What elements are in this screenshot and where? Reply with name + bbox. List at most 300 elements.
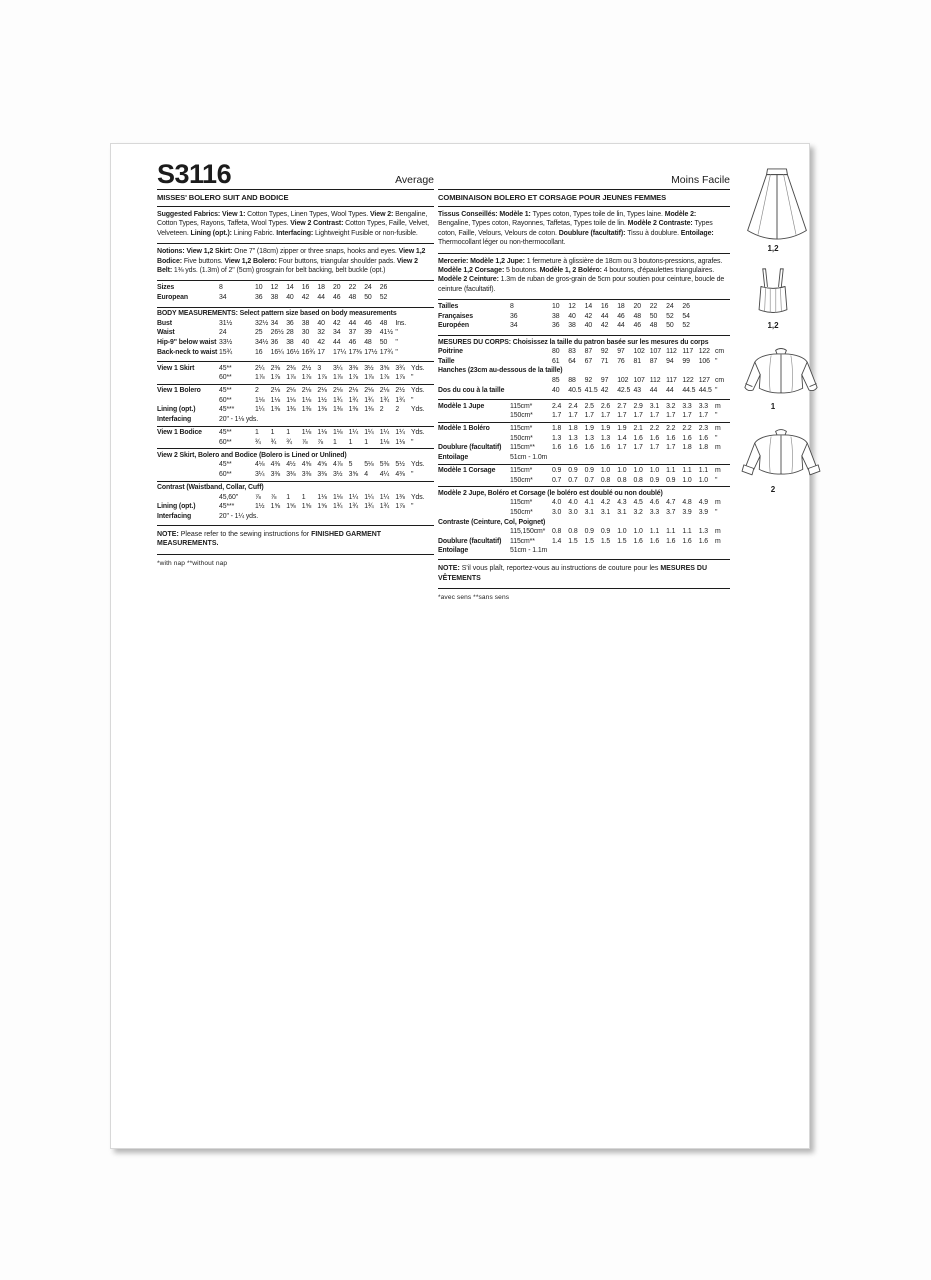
text-segment: Modèle 1,2 Corsage: [438, 267, 507, 275]
table-cell: 1⅞ [301, 374, 312, 382]
table-cell: 1¾ [379, 396, 390, 404]
table-cell: 46 [348, 338, 357, 346]
bolero2-illustration [741, 425, 805, 494]
table-cell: 3.0 [552, 509, 562, 517]
table-cell: 41.5 [584, 386, 598, 394]
table-cell: 1.8 [682, 444, 692, 452]
text-segment: Thermocollant léger ou non-thermocollant. [438, 239, 566, 247]
table-cell: Poitrine [438, 348, 463, 356]
divider [157, 206, 434, 207]
table-cell: Doublure (facultatif) [438, 444, 502, 452]
table-row [438, 302, 730, 312]
text-segment: View 1,2 Bodice: [157, 248, 426, 265]
table-cell: 1.7 [584, 412, 594, 420]
table-cell: 1 [255, 429, 259, 437]
table-cell: 4⅝ [301, 461, 312, 469]
table-cell [699, 302, 715, 312]
table-cell: m [714, 402, 721, 410]
table-cell: 1 [286, 429, 290, 437]
table-cell: 4⅞ [333, 461, 343, 469]
table-row [438, 357, 730, 367]
table-cell: Yds. [411, 387, 425, 395]
table-cell: 45** [219, 461, 232, 469]
table-row [438, 453, 730, 463]
table-cell: 1 [270, 429, 275, 437]
table-cell: 33½ [219, 338, 233, 346]
table-cell: 16 [301, 284, 310, 292]
table-cell: 2.1 [633, 425, 643, 433]
table-cell: Interfacing [157, 416, 192, 424]
pattern-sheet [110, 143, 810, 1149]
table-cell: 2⅛ [333, 387, 343, 395]
table-cell: 44 [617, 322, 625, 330]
table-cell: 2.7 [617, 402, 627, 410]
table-cell [438, 527, 510, 537]
table-cell: 1¼ [364, 429, 374, 437]
table-cell: 0.8 [552, 528, 562, 536]
table-cell [699, 312, 715, 322]
table-cell: 1.0 [633, 467, 643, 475]
difficulty-en: Average [395, 174, 434, 186]
table-cell [438, 508, 510, 518]
table-cell: Modèle 1 Boléro [438, 425, 490, 433]
text-segment: NOTE: [157, 530, 181, 538]
table-cell: 1.6 [649, 434, 660, 442]
table-cell: 34 [270, 319, 279, 327]
table-cell: 1.3 [698, 528, 708, 536]
table-cell: 2⅜ [270, 364, 280, 372]
table-cell: 1.0 [617, 467, 627, 475]
table-cell: 52 [666, 312, 674, 320]
bolero2-view-label: 2 [770, 485, 776, 494]
table-cell: 16½ [286, 348, 300, 356]
table-cell: 1 [348, 438, 353, 446]
bodice-drawing-icon [750, 267, 796, 319]
table-cell: Françaises [438, 312, 474, 320]
table-cell: Modèle 2 Jupe, Boléro et Corsage (le boléro est doublé ou non doublé) [438, 489, 663, 497]
table-row [438, 498, 730, 508]
table-cell: 97 [617, 348, 625, 356]
table-cell: 1.8 [568, 425, 578, 433]
table-cell: 17½ [364, 348, 378, 356]
table-cell: 1⅛ [379, 438, 390, 446]
table-cell: ⅞ [301, 438, 308, 446]
table-cell: 1¼ [255, 406, 265, 414]
table-cell: 4.5 [633, 499, 643, 507]
table-cell: 107 [633, 376, 645, 384]
table-cell: 0.9 [666, 476, 676, 484]
table-cell: 1½ [255, 503, 265, 511]
table-cell: 52 [682, 322, 690, 330]
table-cell: 1.7 [633, 412, 643, 420]
table-cell: " [395, 338, 398, 346]
table-cell: 1.6 [649, 537, 660, 545]
table-cell: ¾ [270, 438, 277, 446]
yardage-table-en [157, 361, 434, 521]
table-cell: 54 [682, 312, 690, 320]
table-cell: 10 [255, 284, 263, 292]
table-cell: 1⅛ [255, 396, 265, 404]
table-cell: 38 [552, 312, 560, 320]
table-cell: 1 [301, 493, 306, 501]
table-cell: 88 [568, 376, 576, 384]
table-cell: 64 [568, 357, 576, 365]
table-cell: 1.7 [649, 412, 660, 420]
bodice-view-label: 1,2 [767, 321, 779, 330]
table-cell: 1.6 [666, 434, 676, 442]
table-cell: 1.7 [617, 412, 627, 420]
table-cell: 18 [617, 303, 625, 311]
table-cell: 20 [633, 303, 641, 311]
table-cell: 30 [301, 329, 310, 337]
table-cell: 37 [348, 329, 357, 337]
table-row [438, 347, 730, 357]
table-cell: 99 [682, 357, 690, 365]
table-cell: 1⅞ [395, 374, 405, 382]
text-segment: Lining (opt.): [190, 229, 234, 237]
text-segment: View 1,2 Bolero: [224, 257, 279, 265]
sizes-table-fr [438, 302, 730, 331]
table-cell: 3¼ [333, 364, 343, 372]
table-cell: 3.3 [698, 402, 708, 410]
english-column [157, 159, 434, 567]
table-cell: 24 [666, 303, 674, 311]
table-cell: 60** [219, 396, 232, 404]
table-cell: 1⅜ [301, 406, 312, 414]
table-cell: 2.2 [649, 425, 660, 433]
table-cell: 46 [617, 312, 625, 320]
table-cell: 17⅜ [348, 348, 362, 356]
table-cell: 3.2 [633, 509, 643, 517]
table-cell: 2⅜ [286, 364, 296, 372]
table-cell: 61 [552, 357, 560, 365]
table-cell: 20 [333, 284, 341, 292]
table-cell: 0.7 [584, 476, 594, 484]
table-cell: 28 [286, 329, 294, 337]
table-row [157, 338, 434, 348]
table-cell: 1.1 [682, 528, 692, 536]
table-cell: 16¼ [270, 348, 284, 356]
table-cell: 1⅜ [286, 406, 296, 414]
table-cell: 1⅞ [333, 374, 343, 382]
table-cell: 2.2 [682, 425, 692, 433]
table-cell: 4⅜ [395, 471, 405, 479]
table-cell: 1.8 [552, 425, 562, 433]
table-cell: 1.1 [666, 467, 676, 475]
table-cell: 2.3 [698, 425, 708, 433]
table-cell: 71 [600, 357, 609, 365]
body-measurements-table-en [157, 307, 434, 357]
table-cell: 51cm - 1.0m [510, 454, 548, 462]
table-cell: Yds. [411, 406, 425, 414]
table-cell: 5⅛ [364, 461, 374, 469]
table-cell: 12 [270, 284, 279, 292]
fabrics-paragraph [157, 209, 434, 240]
table-cell: 46 [364, 319, 372, 327]
bolero1-drawing-icon [741, 344, 821, 400]
table-cell: 0.7 [552, 476, 562, 484]
table-cell: " [395, 348, 398, 356]
table-cell: 2.4 [552, 402, 562, 410]
divider [157, 243, 434, 244]
text-segment: NOTE: [438, 565, 462, 572]
table-cell: 3.0 [568, 509, 578, 517]
bodice-illustration [741, 267, 805, 330]
table-cell: 1⅞ [364, 374, 374, 382]
text-segment: Doublure (facultatif): [558, 229, 628, 237]
table-cell [438, 476, 510, 486]
table-cell: 1.0 [633, 528, 643, 536]
table-cell: 122 [682, 376, 694, 384]
table-row [438, 321, 730, 331]
bolero1-illustration [741, 344, 805, 411]
table-cell: 0.9 [552, 467, 562, 475]
table-cell: 1⅜ [395, 493, 405, 501]
table-cell: BODY MEASUREMENTS: Select pattern size based on body measurements [157, 310, 397, 318]
text-segment: 1⅜ yds. (1.3m) of 2" (5cm) grosgrain for belt backing, belt buckle (opt.) [173, 267, 386, 275]
table-cell: 150cm* [510, 476, 533, 484]
text-segment: 1 fermeture à glissière de 18cm ou 3 boutons-pressions, agrafes. [526, 257, 723, 265]
french-column [438, 162, 730, 601]
table-cell: 1¼ [379, 493, 390, 501]
table-cell: 81 [633, 357, 641, 365]
table-cell: ⅞ [317, 438, 324, 446]
table-cell: 1⅛ [395, 438, 405, 446]
table-row [438, 335, 730, 347]
table-row [438, 312, 730, 322]
table-cell: 36 [510, 312, 518, 320]
difficulty-fr: Moins Facile [671, 174, 730, 186]
table-cell: 34 [219, 294, 227, 302]
table-cell: 2 [395, 406, 400, 414]
table-cell: Modèle 1 Jupe [438, 402, 485, 410]
table-cell: 1.1 [682, 467, 692, 475]
table-cell: 20" - 1¼ yds. [219, 512, 259, 520]
table-cell: 1¾ [333, 396, 343, 404]
table-cell: 1.6 [568, 444, 578, 452]
table-cell: ⅞ [255, 493, 261, 501]
table-cell: 1⅝ [270, 503, 280, 511]
table-cell: 3.1 [617, 509, 627, 517]
table-cell: 2⅛ [364, 387, 374, 395]
table-cell: 26 [682, 303, 690, 311]
skirt-drawing-icon [741, 166, 813, 242]
table-cell: 1⅛ [317, 493, 327, 501]
table-cell: 4.6 [649, 499, 660, 507]
table-cell: 3½ [333, 471, 343, 479]
table-cell: 1.3 [584, 434, 594, 442]
table-row [157, 361, 434, 373]
table-cell: 1.6 [698, 537, 708, 545]
table-cell: 3⅝ [348, 471, 358, 479]
table-row [438, 411, 730, 421]
text-segment: Bengaline, Cotton Types, Rayons, Taffeta, Wool Types. [157, 211, 428, 228]
table-cell: 45** [219, 387, 232, 395]
table-cell: 3 [317, 364, 322, 372]
text-segment: FINISHED GARMENT MEASUREMENTS. [157, 530, 382, 547]
table-cell: 1.6 [698, 434, 708, 442]
table-cell: 1.7 [698, 412, 708, 420]
text-segment: 5 boutons. [506, 267, 540, 275]
table-cell [438, 434, 510, 444]
table-cell: 4.0 [568, 499, 578, 507]
skirt-illustration [741, 166, 805, 253]
table-row [157, 426, 434, 438]
table-cell: 115,150cm* [510, 528, 546, 536]
table-cell: 92 [600, 348, 609, 356]
table-cell: 0.9 [584, 467, 594, 475]
table-cell: 45** [219, 364, 232, 372]
table-cell: Tailles [438, 303, 459, 311]
table-row [438, 464, 730, 476]
skirt-view-label: 1,2 [767, 244, 779, 253]
text-segment: Tissu à doublure. [627, 229, 681, 237]
table-cell: 45*** [219, 503, 235, 511]
table-cell: " [411, 438, 414, 446]
table-cell: 2 [379, 406, 384, 414]
table-cell: 1.7 [633, 444, 643, 452]
table-cell: 50 [666, 322, 674, 330]
table-cell: 42 [301, 294, 310, 302]
table-cell: 42 [584, 312, 593, 320]
table-cell: 20" - 1⅛ yds. [219, 416, 259, 424]
table-cell: Taille [438, 357, 455, 365]
table-cell [438, 498, 510, 508]
table-cell: 1.9 [600, 425, 611, 433]
table-row [157, 470, 434, 480]
table-cell: cm [714, 376, 724, 384]
table-cell: 36 [270, 338, 279, 346]
text-segment: 1.3m de ruban de gros-grain de 5cm pour soutien pour ceinture, boucle de ceinture (facultatif). [438, 276, 725, 293]
pattern-number: S3116 [157, 159, 232, 189]
table-cell: View 1 Bodice [157, 429, 202, 437]
table-cell: 4⅜ [270, 461, 280, 469]
table-cell: 1.5 [600, 537, 611, 545]
table-cell: 40 [286, 294, 294, 302]
table-cell: 87 [649, 357, 658, 365]
table-cell: 3.1 [584, 509, 594, 517]
table-cell: Contraste (Ceinture, Col, Poignet) [438, 518, 546, 526]
table-cell: 1.0 [682, 476, 692, 484]
table-cell: 22 [649, 303, 658, 311]
table-row [157, 512, 434, 522]
table-cell: Européen [438, 322, 469, 330]
table-cell: 1.6 [633, 537, 643, 545]
table-cell: 1.7 [666, 444, 676, 452]
english-heading: MISSES' BOLERO SUIT AND BODICE [157, 193, 289, 202]
text-segment: Interfacing: [276, 229, 315, 237]
table-cell: 150cm* [510, 509, 533, 517]
table-cell: 3.9 [682, 509, 692, 517]
table-cell: 26½ [270, 329, 284, 337]
table-row [438, 476, 730, 486]
mercerie-paragraph [438, 256, 730, 297]
table-cell: 40 [584, 322, 593, 330]
table-cell: 50 [364, 294, 372, 302]
table-cell: 45** [219, 429, 232, 437]
text-segment: Lightweight Fusible or non-fusible. [315, 229, 418, 237]
table-cell: 40 [301, 338, 310, 346]
table-cell: 32 [317, 329, 325, 337]
table-cell: Entoilage [438, 454, 469, 462]
table-cell: 18 [317, 284, 325, 292]
table-cell: 40.5 [568, 386, 582, 394]
table-cell: 97 [600, 376, 609, 384]
table-cell [699, 321, 715, 331]
table-cell: " [714, 509, 718, 517]
text-segment: Please refer to the sewing instructions for [180, 530, 312, 538]
table-cell [395, 293, 411, 303]
table-cell: 1 [286, 493, 290, 501]
table-cell: 115cm* [510, 425, 533, 433]
table-cell: Bust [157, 319, 172, 327]
table-cell: 1½ [317, 396, 327, 404]
table-cell [438, 376, 552, 386]
text-segment: Modèle 2: [664, 211, 697, 218]
table-cell: 32½ [255, 319, 269, 327]
table-cell: 38 [286, 338, 294, 346]
table-cell: 1 [333, 438, 337, 446]
divider [157, 554, 434, 555]
table-row [438, 518, 730, 528]
table-cell: 1⅛ [301, 429, 312, 437]
table-row [157, 493, 434, 503]
table-cell: 2⅛ [379, 387, 390, 395]
text-segment: Modèle 1,2 Jupe: [470, 257, 527, 265]
text-segment: Lining Fabric. [233, 229, 277, 237]
table-cell: 0.9 [568, 467, 578, 475]
table-cell: 44 [649, 386, 658, 394]
table-cell: 4.0 [552, 499, 562, 507]
footnote-fr: *avec sens **sans sens [438, 594, 510, 601]
table-cell: 0.9 [600, 528, 611, 536]
table-cell: ¾ [286, 438, 292, 446]
table-row [157, 293, 434, 303]
table-cell: 1⅞ [348, 374, 358, 382]
table-cell: 24 [219, 329, 227, 337]
text-segment: Mercerie: [438, 257, 471, 265]
table-cell: 115cm* [510, 499, 533, 507]
table-cell: 3.7 [666, 509, 676, 517]
table-cell: 48 [379, 319, 388, 327]
table-cell: 42 [317, 338, 325, 346]
divider [438, 299, 730, 300]
table-cell: 43 [633, 386, 641, 394]
table-cell: 3.1 [600, 509, 611, 517]
table-cell: 52 [379, 294, 388, 302]
table-cell: 3½ [364, 364, 374, 372]
body-measurements-table-fr [438, 335, 730, 395]
table-cell: m [714, 425, 721, 433]
table-cell [438, 411, 510, 421]
table-cell: 3¼ [255, 471, 265, 479]
table-row [438, 399, 730, 411]
yardage-table-fr [438, 399, 730, 556]
table-cell: 1¾ [348, 503, 358, 511]
table-cell: 94 [666, 357, 674, 365]
table-cell: Hanches (23cm au-dessous de la taille) [438, 367, 563, 375]
table-cell: 1.6 [600, 444, 611, 452]
table-cell: 36 [552, 322, 560, 330]
table-cell: Entoilage [438, 547, 469, 555]
table-cell: 115cm** [510, 537, 535, 545]
table-cell: 115cm* [510, 402, 533, 410]
table-cell: ⅞ [270, 493, 277, 501]
table-cell: 2.2 [666, 425, 676, 433]
table-cell: 0.8 [633, 476, 643, 484]
table-cell: Ins. [395, 319, 407, 327]
table-cell: 1.6 [682, 434, 692, 442]
